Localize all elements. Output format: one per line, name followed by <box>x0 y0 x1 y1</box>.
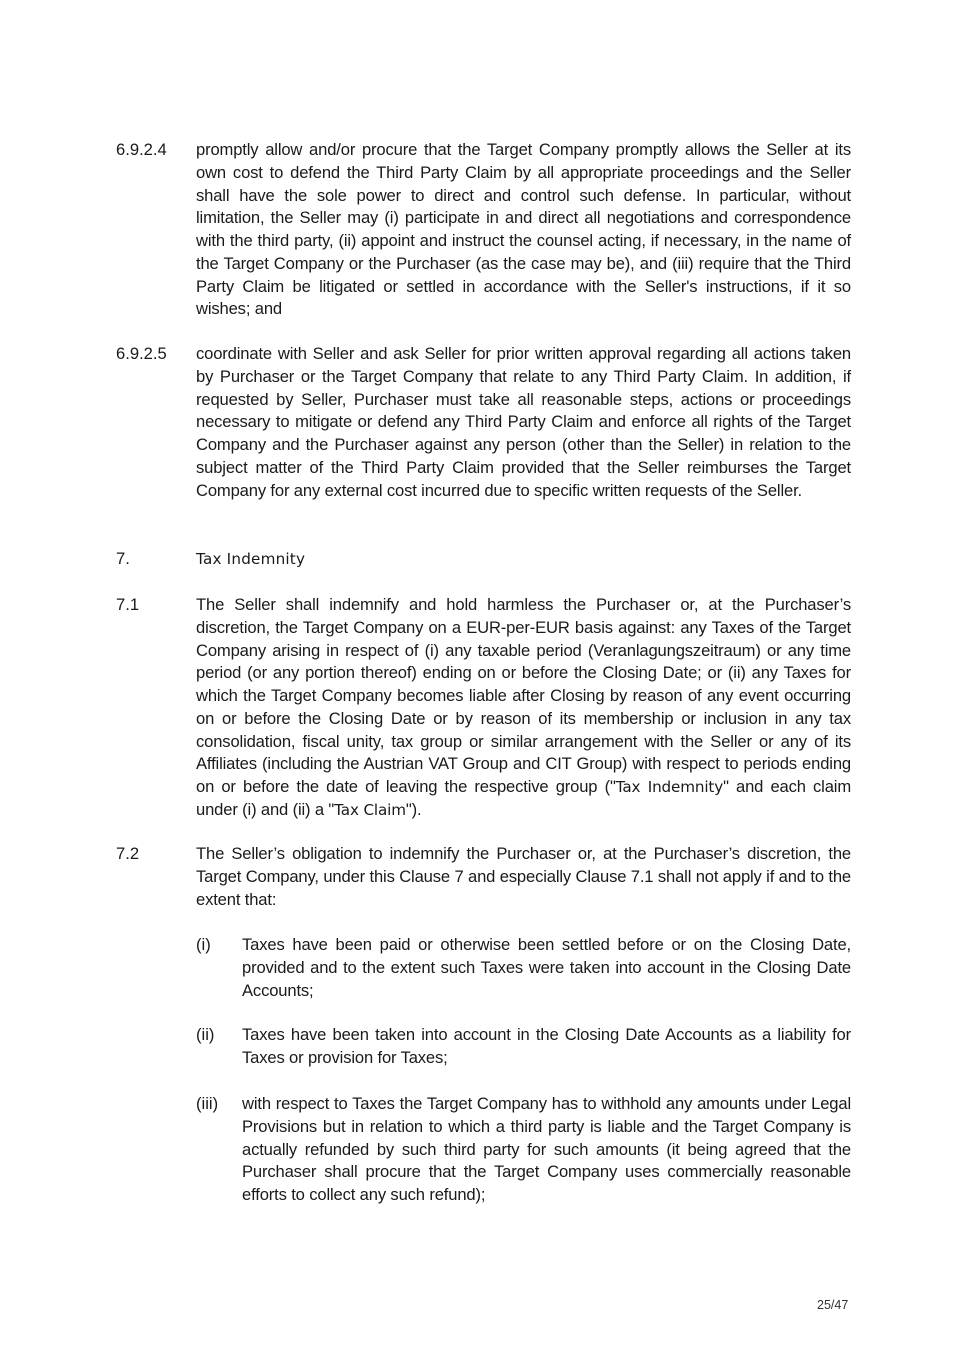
clause-6-9-2-4 <box>116 139 851 321</box>
clause-number: 6.9.2.5 <box>116 344 167 363</box>
section-title: Tax Indemnity <box>196 550 306 568</box>
clause-text-part: " and each claim under (i) and (ii) a " <box>196 777 852 819</box>
item-text: with respect to Taxes the Target Company has to withhold any amounts under Legal Provisions but in relation to which a third party is liable and the Target Company is actually refunded by such third party for such amounts (it being agreed that the Purchaser shall procure that the Target Company uses commercially reasonable efforts to collect any such refund); <box>242 1094 851 1204</box>
section-number: 7. <box>116 549 130 568</box>
clause-number: 7.1 <box>116 595 140 614</box>
item-number: (iii) <box>196 1094 219 1113</box>
clause-number: 6.9.2.4 <box>116 140 167 159</box>
list-item <box>196 1024 851 1070</box>
clause-number: 7.2 <box>116 844 140 863</box>
list-item <box>196 934 851 1002</box>
clause-text: The Seller’s obligation to indemnify the Purchaser or, at the Purchaser’s discretion, the Target Company, under this Clause 7 and especially Clause 7.1 shall not apply if and to the extent that: <box>196 844 851 909</box>
item-text: Taxes have been taken into account in the Closing Date Accounts as a liability for Taxes or provision for Taxes; <box>242 1025 851 1067</box>
defined-term: Tax Indemnity <box>615 778 724 796</box>
clause-6-9-2-5 <box>116 343 851 502</box>
clause-7-2 <box>116 843 851 911</box>
clause-7-1 <box>116 594 851 822</box>
item-number: (ii) <box>196 1025 215 1044</box>
item-text: Taxes have been paid or otherwise been settled before or on the Closing Date, provided and to the extent such Taxes were taken into account in the Closing Date Accounts; <box>242 935 851 1000</box>
section-heading <box>116 548 851 571</box>
clause-text: promptly allow and/or procure that the Target Company promptly allows the Seller at its own cost to defend the Third Party Claim by all appropriate proceedings and the Seller shall have the sole power to direct and control such defense. In particular, without limitation, the Seller may (i) participate in and direct all negotiations and correspondence with the third party, (ii) appoint and instruct the counsel acting, if necessary, in the name of the Target Company or the Purchaser (as the case may be), and (iii) require that the Third Party Claim be litigated or settled in accordance with the Seller's instructions, if it so wishes; and <box>196 140 851 319</box>
defined-term: Tax Claim <box>334 800 406 819</box>
clause-text-part: "). <box>405 799 422 819</box>
clause-text-part: The Seller shall indemnify and hold harmless the Purchaser or, at the Purchaser’s discretion, the Target Company on a EUR-per-EUR basis against: any Taxes of the Target Company arising in respect of (i) any taxable period (Veranlagungszeitraum) or any time period (or any portion thereof) ending on or before the Closing Date; or (ii) any Taxes for which the Target Company becomes liable after Closing by reason of any event occurring on or before the Closing Date or by reason of its membership or inclusion in any tax consolidation, fiscal unity, tax group or similar arrangement with the Seller or any of its Affiliates (including the Austrian VAT Group and CIT Group) with respect to periods ending on or before the date of leaving the respective group (" <box>196 595 851 796</box>
page-number: 25/47 <box>817 1298 849 1312</box>
list-item <box>196 1093 851 1207</box>
item-number: (i) <box>196 935 211 954</box>
clause-text: coordinate with Seller and ask Seller for prior written approval regarding all actions taken by Purchaser or the Target Company that relate to any Third Party Claim. In addition, if requested by Seller, Purchaser must take all reasonable steps, actions or proceedings necessary to mitigate or defend any Third Party Claim and enforce all rights of the Target Company and the Purchaser against any person (other than the Seller) in relation to the subject matter of the Third Party Claim provided that the Seller reimburses the Target Company for any external cost incurred due to specific written requests of the Seller. <box>196 344 851 500</box>
clause-text <box>196 594 851 822</box>
